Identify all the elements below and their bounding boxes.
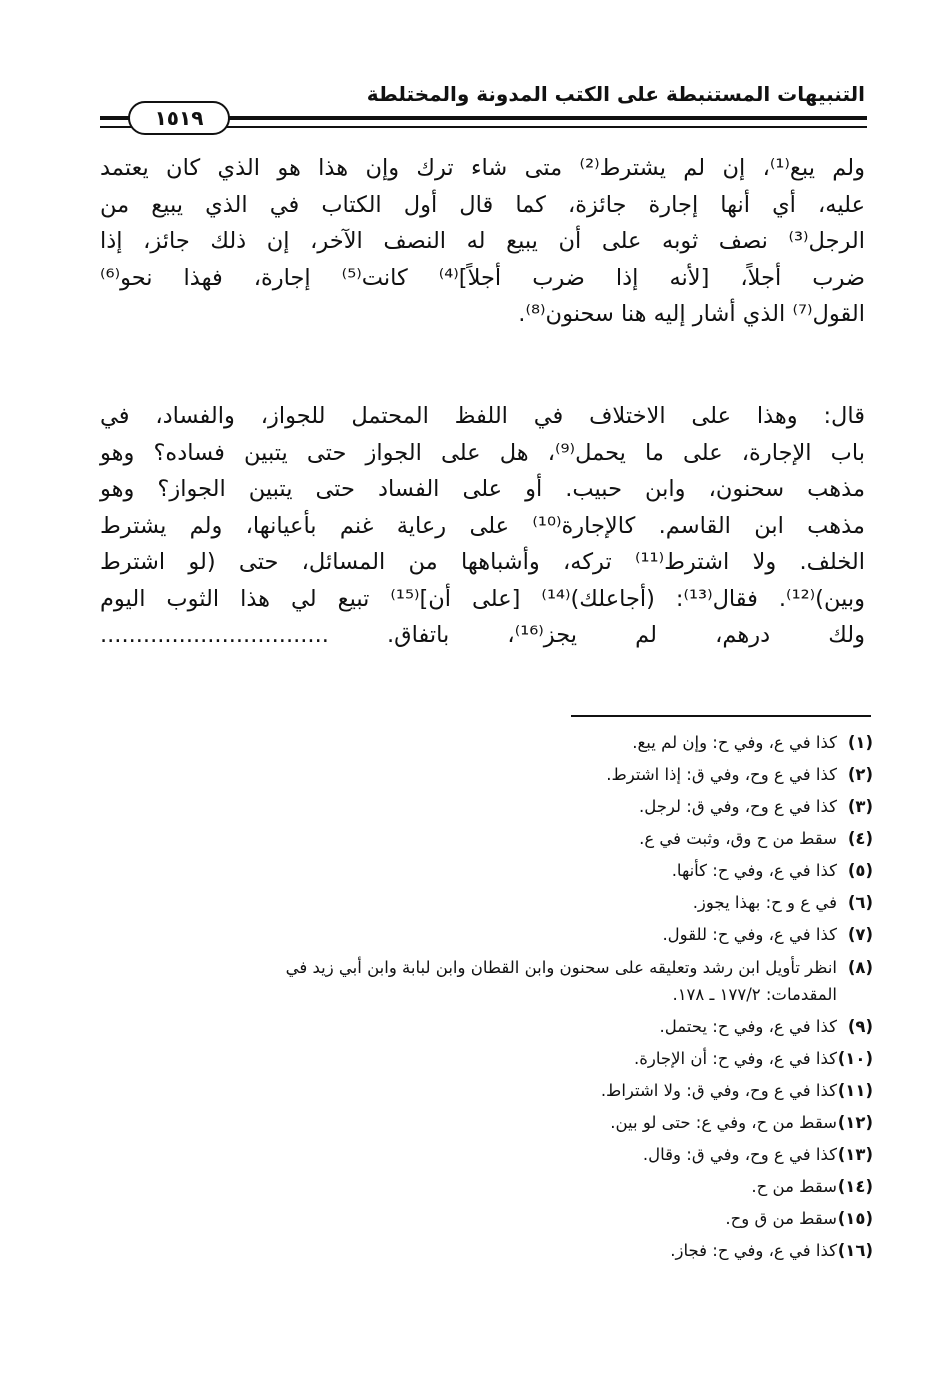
- footnote-item: [100, 1076, 873, 1108]
- footnote-number: (١): [847, 733, 873, 752]
- footnote-text: كذا في ع، وفي ح: فجاز.: [670, 1241, 837, 1260]
- paragraph-line: مذهب ابن القاسم. كالإجارة⁽¹⁰⁾ على رعاية غنم بأعيانها، ولم يشترط: [100, 512, 865, 539]
- footnote-number: (١٦): [837, 1241, 873, 1260]
- footnote-item: [100, 856, 873, 888]
- footnote-text: سقط من ح، وفي ع: حتى لو بين.: [610, 1113, 837, 1132]
- footnote-item: [100, 1012, 873, 1044]
- footnote-number: (١٣): [837, 1145, 873, 1164]
- footnote-item: [100, 1108, 873, 1140]
- footnote-item: [100, 1236, 873, 1268]
- footnote-number: (٤): [847, 829, 873, 848]
- footnote-number: (١١): [837, 1081, 873, 1100]
- paragraph-line: ولم يبع⁽¹⁾، إن لم يشترط⁽²⁾ متى شاء ترك وإن هذا هو الذي كان يعتمد: [100, 155, 865, 181]
- footnote-number: (١٤): [837, 1177, 873, 1196]
- paragraph-2: [100, 398, 865, 654]
- paragraph-line: القول⁽⁷⁾ الذي أشار إليه هنا سحنون⁽⁸⁾.: [518, 301, 865, 327]
- paragraph-1: [100, 150, 865, 333]
- footnote-number: (٨): [847, 958, 873, 977]
- footnote-item: [100, 888, 873, 920]
- paragraph-line: مذهب سحنون، وابن حبيب. أو على الفساد حتى يتبين الجواز؟ وهو: [100, 476, 865, 502]
- footnote-text: كذا في ع، وفي ح: للقول.: [662, 925, 837, 944]
- paragraph-line: عليه، أي أنها إجارة جائزة، كما قال أول الكتاب في الذي يبيع من: [100, 191, 865, 218]
- footnote-item: [100, 1044, 873, 1076]
- footnote-number: (١٥): [837, 1209, 873, 1228]
- footnote-item: [100, 824, 873, 856]
- paragraph-line: باب الإجارة، على ما يحمل⁽⁹⁾، هل على الجواز حتى يتبين فساده؟ وهو: [100, 439, 865, 466]
- footnote-text: سقط من ح.: [751, 1177, 837, 1196]
- footnote-text: سقط من ق وح.: [725, 1209, 837, 1228]
- page-number: ١٥١٩: [128, 101, 230, 135]
- footnote-text: كذا في ع، وفي ح: كأنها.: [671, 861, 837, 880]
- footnote-number: (٩): [847, 1017, 873, 1036]
- footnote-text: كذا في ع وح، وفي ق: إذا اشترط.: [606, 765, 837, 784]
- footnote-number: (٦): [847, 893, 873, 912]
- footnote-item: [100, 1204, 873, 1236]
- footnote-item: [100, 952, 873, 1012]
- footnote-continuation: المقدمات: ١٧٧/٢ ـ ١٧٨.: [672, 985, 837, 1004]
- footnote-text: كذا في ع وح، وفي ق: ولا اشتراط.: [600, 1081, 837, 1100]
- footnote-number: (١٠): [837, 1049, 873, 1068]
- footnote-number: (٢): [847, 765, 873, 784]
- paragraph-line: الخلف. ولا اشترط⁽¹¹⁾ تركه، وأشباهها من المسائل، حتى (لو اشترط: [100, 549, 866, 575]
- footnote-number: (٣): [847, 797, 873, 816]
- footnote-text: سقط من ح وق، وثبت في ع.: [639, 829, 837, 848]
- footnotes: [100, 728, 873, 1268]
- footnote-item: [100, 792, 873, 824]
- footnote-text: كذا في ع، وفي ح: يحتمل.: [659, 1017, 837, 1036]
- footnote-item: [100, 1172, 873, 1204]
- footnote-number: (١٢): [837, 1113, 873, 1132]
- footnote-text: كذا في ع وح، وفي ق: لرجل.: [638, 797, 837, 816]
- footnote-text: انظر تأويل ابن رشد وتعليقه على سحنون وابن القطان وابن لبابة وابن أبي زيد في: [285, 958, 837, 977]
- footnote-text: كذا في ع وح، وفي ق: وقال.: [642, 1145, 837, 1164]
- footnote-item: [100, 920, 873, 952]
- footnote-text: كذا في ع، وفي ح: أن الإجارة.: [634, 1049, 837, 1068]
- paragraph-line: وبين)⁽¹²⁾. فقال⁽¹³⁾: (أجاعلك)⁽¹⁴⁾ [على أن]⁽¹⁵⁾ تبيع لي هذا الثوب اليوم: [100, 585, 865, 612]
- paragraph-line: ضرب أجلاً، [لأنه إذا ضرب أجلاً]⁽⁴⁾ كانت⁽⁵⁾ إجارة، فهذا نحو⁽⁶⁾: [100, 264, 865, 291]
- footnote-text: كذا في ع، وفي ح: وإن لم يبع.: [632, 733, 837, 752]
- running-header-title: التنبيهات المستنبطة على الكتب المدونة والمختلطة: [366, 82, 865, 106]
- paragraph-line: الرجل⁽³⁾ نصف ثوبه على أن يبيع له النصف الآخر، إن ذلك جائز، إذا: [100, 228, 865, 254]
- footnote-text: في ع و ح: بهذا يجوز.: [692, 893, 837, 912]
- footnote-number: (٧): [847, 925, 873, 944]
- footnote-item: [100, 760, 873, 792]
- footnote-item: [100, 1140, 873, 1172]
- footnote-separator: [571, 715, 871, 717]
- footnote-number: (٥): [847, 861, 873, 880]
- footnote-item: [100, 728, 873, 760]
- paragraph-line: قال: وهذا على الاختلاف في اللفظ المحتمل للجواز، والفساد، في: [100, 403, 865, 429]
- paragraph-line: ولك درهم، لم يجز⁽¹⁶⁾، باتفاق. ................................: [100, 622, 865, 648]
